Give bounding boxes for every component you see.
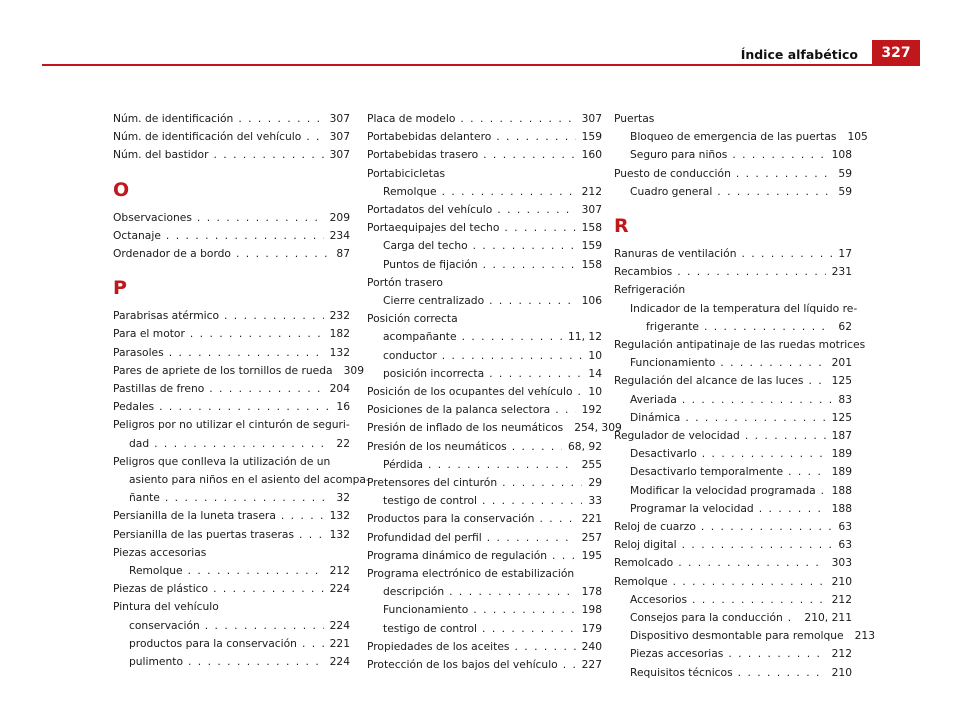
index-subentry: Programar la velocidad . . . 188 bbox=[614, 500, 852, 518]
index-entry: Reloj digital . . . 63 bbox=[614, 536, 852, 554]
index-entry: Octanaje . . . 234 bbox=[113, 227, 350, 245]
index-entry: Parabrisas atérmico . . . 232 bbox=[113, 307, 350, 325]
index-subentry: Requisitos técnicos . . . 210 bbox=[614, 664, 852, 682]
index-heading: Programa electrónico de estabilización bbox=[367, 567, 575, 581]
index-entry: Portadatos del vehículo . . . 307 bbox=[367, 201, 602, 219]
index-entry: Persianilla de la luneta trasera . . . 132 bbox=[113, 507, 350, 525]
index-entry: Profundidad del perfil . . . 257 bbox=[367, 529, 602, 547]
index-subentry: Desactivarlo . . . 189 bbox=[614, 445, 852, 463]
index-heading: Piezas accesorias bbox=[113, 545, 207, 559]
index-heading: Pintura del vehículo bbox=[113, 600, 219, 614]
index-subentry: Averiada . . . 83 bbox=[614, 391, 852, 409]
index-entry: Placa de modelo . . . 307 bbox=[367, 110, 602, 128]
index-subentry: Dispositivo desmontable para remolque 213 bbox=[630, 629, 876, 643]
index-entry: Remolque . . . 210 bbox=[614, 573, 852, 591]
index-entry-line: Peligros que conlleva la utilización de un bbox=[113, 454, 331, 468]
index-subentry: Modificar la velocidad programada . . . 188 bbox=[614, 482, 852, 500]
index-entry: Piezas de plástico . . . 224 bbox=[113, 580, 350, 598]
index-entry: Pares de apriete de los tornillos de rueda 309 bbox=[113, 363, 364, 377]
index-subentry: Carga del techo . . . 159 bbox=[367, 237, 602, 255]
section-letter: R bbox=[614, 215, 629, 238]
index-subentry: Funcionamiento . . . 201 bbox=[614, 354, 852, 372]
index-entry: Persianilla de las puertas traseras . . . 132 bbox=[113, 526, 350, 544]
index-heading: Refrigeración bbox=[614, 283, 686, 297]
index-subentry: descripción . . . 178 bbox=[367, 583, 602, 601]
index-column-3 bbox=[614, 110, 876, 682]
index-entry: dad . . . 22 bbox=[113, 435, 350, 453]
index-entry: Propiedades de los aceites . . . 240 bbox=[367, 638, 602, 656]
index-subentry: testigo de control . . . 33 bbox=[367, 492, 602, 510]
index-entry: Posiciones de la palanca selectora . . . 192 bbox=[367, 401, 602, 419]
index-entry: Protección de los bajos del vehículo . . . 227 bbox=[367, 656, 602, 674]
index-column-1 bbox=[113, 110, 370, 671]
index-entry: Presión de inflado de los neumáticos 254, 309 bbox=[367, 421, 622, 435]
section-letter: P bbox=[113, 277, 127, 300]
index-entry: Portaequipajes del techo . . . 158 bbox=[367, 219, 602, 237]
index-subentry: Cierre centralizado . . . 106 bbox=[367, 292, 602, 310]
index-subentry: frigerante . . . 62 bbox=[614, 318, 852, 336]
index-entry: Pedales . . . 16 bbox=[113, 398, 350, 416]
index-subentry: Remolque . . . 212 bbox=[113, 562, 350, 580]
section-title: Índice alfabético bbox=[740, 47, 858, 62]
index-heading: Portabicicletas bbox=[367, 166, 446, 180]
section-letter: O bbox=[113, 178, 130, 201]
index-entry-line: asiento para niños en el asiento del acompa- bbox=[129, 473, 370, 487]
index-entry-line: Indicador de la temperatura del líquido re- bbox=[630, 301, 858, 315]
index-subentry: posición incorrecta . . . 14 bbox=[367, 365, 602, 383]
index-subentry: Seguro para niños . . . 108 bbox=[614, 146, 852, 164]
index-entry: ñante . . . 32 bbox=[113, 489, 350, 507]
index-entry: Ranuras de ventilación . . . 17 bbox=[614, 245, 852, 263]
index-entry: Parasoles . . . 132 bbox=[113, 344, 350, 362]
index-subentry: Bloqueo de emergencia de las puertas 105 bbox=[630, 130, 868, 144]
index-subentry: Accesorios . . . 212 bbox=[614, 591, 852, 609]
index-subentry: Pérdida . . . 255 bbox=[367, 456, 602, 474]
index-subentry: Cuadro general . . . 59 bbox=[614, 183, 852, 201]
page-number: 327 bbox=[872, 40, 920, 66]
index-entry: Puesto de conducción . . . 59 bbox=[614, 165, 852, 183]
index-subentry: pulimento . . . 224 bbox=[113, 653, 350, 671]
index-subentry: Consejos para la conducción . . . 210, 211 bbox=[614, 609, 852, 627]
index-entry: Regulador de velocidad . . . 187 bbox=[614, 427, 852, 445]
index-subentry: Funcionamiento . . . 198 bbox=[367, 601, 602, 619]
index-subentry: Puntos de fijación . . . 158 bbox=[367, 256, 602, 274]
index-entry: Presión de los neumáticos . . . 68, 92 bbox=[367, 438, 602, 456]
index-heading: Puertas bbox=[614, 112, 655, 125]
index-heading: Posición correcta bbox=[367, 312, 458, 326]
index-entry: Recambios . . . 231 bbox=[614, 263, 852, 281]
index-entry: Núm. del bastidor . . . 307 bbox=[113, 146, 350, 164]
index-entry: Pastillas de freno . . . 204 bbox=[113, 380, 350, 398]
index-column-2 bbox=[367, 110, 622, 674]
index-entry: Pretensores del cinturón . . . 29 bbox=[367, 474, 602, 492]
index-entry: Ordenador de a bordo . . . 87 bbox=[113, 245, 350, 263]
index-entry: Regulación del alcance de las luces . . . 125 bbox=[614, 372, 852, 390]
header-rule bbox=[42, 64, 920, 66]
index-entry: Posición de los ocupantes del vehículo . . . 10 bbox=[367, 383, 602, 401]
index-entry: Núm. de identificación . . . 307 bbox=[113, 110, 350, 128]
index-entry-line: Peligros por no utilizar el cinturón de seguri- bbox=[113, 418, 350, 432]
index-subentry: conservación . . . 224 bbox=[113, 617, 350, 635]
index-subentry: acompañante . . . 11, 12 bbox=[367, 328, 602, 346]
index-entry: Portabebidas trasero . . . 160 bbox=[367, 146, 602, 164]
index-subentry: Piezas accesorias . . . 212 bbox=[614, 645, 852, 663]
index-entry: Reloj de cuarzo . . . 63 bbox=[614, 518, 852, 536]
index-subentry: Dinámica . . . 125 bbox=[614, 409, 852, 427]
index-heading: Portón trasero bbox=[367, 275, 443, 289]
index-subentry: testigo de control . . . 179 bbox=[367, 620, 602, 638]
index-entry: Programa dinámico de regulación . . . 195 bbox=[367, 547, 602, 565]
index-subentry: conductor . . . 10 bbox=[367, 347, 602, 365]
index-entry: Observaciones . . . 209 bbox=[113, 209, 350, 227]
index-entry: Productos para la conservación . . . 221 bbox=[367, 510, 602, 528]
index-entry: Núm. de identificación del vehículo . . . 307 bbox=[113, 128, 350, 146]
index-subentry: productos para la conservación . . . 221 bbox=[113, 635, 350, 653]
index-subentry: Remolque . . . 212 bbox=[367, 183, 602, 201]
index-entry: Para el motor . . . 182 bbox=[113, 325, 350, 343]
index-entry: Portabebidas delantero . . . 159 bbox=[367, 128, 602, 146]
index-subentry: Desactivarlo temporalmente . . . 189 bbox=[614, 463, 852, 481]
index-entry: Remolcado . . . 303 bbox=[614, 554, 852, 572]
index-heading: Regulación antipatinaje de las ruedas motrices bbox=[614, 338, 866, 352]
